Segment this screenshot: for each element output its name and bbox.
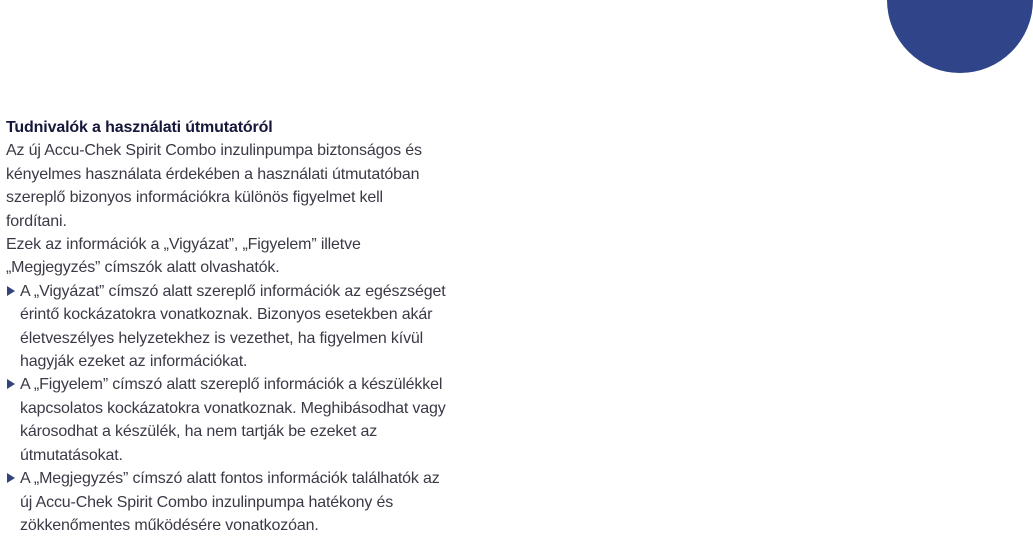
notice-item-vigyazat — [6, 280, 446, 374]
intro-text — [6, 139, 446, 279]
triangle-right-icon — [7, 286, 15, 296]
corner-decoration — [887, 0, 1033, 73]
intro-paragraph: Az új Accu-Chek Spirit Combo inzulinpumpa biztonságos és kényelmes használata érdekében a használati útmutatóban szereplő bizonyos információkra különös figyelmet kell fordítani. — [6, 142, 422, 230]
intro-paragraph: Ezek az információk a „Vigyázat”, „Figyelem” illetve „Megjegyzés” címszók alatt olvashatók. — [6, 236, 361, 277]
notice-item-megjegyzes — [6, 467, 446, 537]
notice-text: A „Figyelem” címszó alatt szereplő információk a készülékkel kapcsolatos kockázatokra vonatkoznak. Meghibásodhat vagy károsodhat a készülék, ha nem tartják be ezeket az útmutatásokat. — [20, 376, 446, 464]
notice-item-figyelem — [6, 373, 446, 467]
notice-text: A „Vigyázat” címszó alatt szereplő információk az egészséget érintő kockázatokra vonatkoznak. Bizonyos esetekben akár életveszélyes helyzetekhez is vezethet, ha figyelmen kívül hagyják ezeket az információkat. — [20, 282, 446, 371]
instructions-section — [6, 116, 446, 537]
triangle-right-icon — [7, 379, 15, 389]
section-heading: Tudnivalók a használati útmutatóról — [6, 119, 273, 136]
notice-text: A „Megjegyzés” címszó alatt fontos információk találhatók az új Accu-Chek Spirit Combo inzulinpumpa hatékony és zökkenőmentes működésére vonatkozóan. — [20, 470, 440, 534]
triangle-right-icon — [7, 473, 15, 483]
notice-list — [6, 280, 446, 537]
